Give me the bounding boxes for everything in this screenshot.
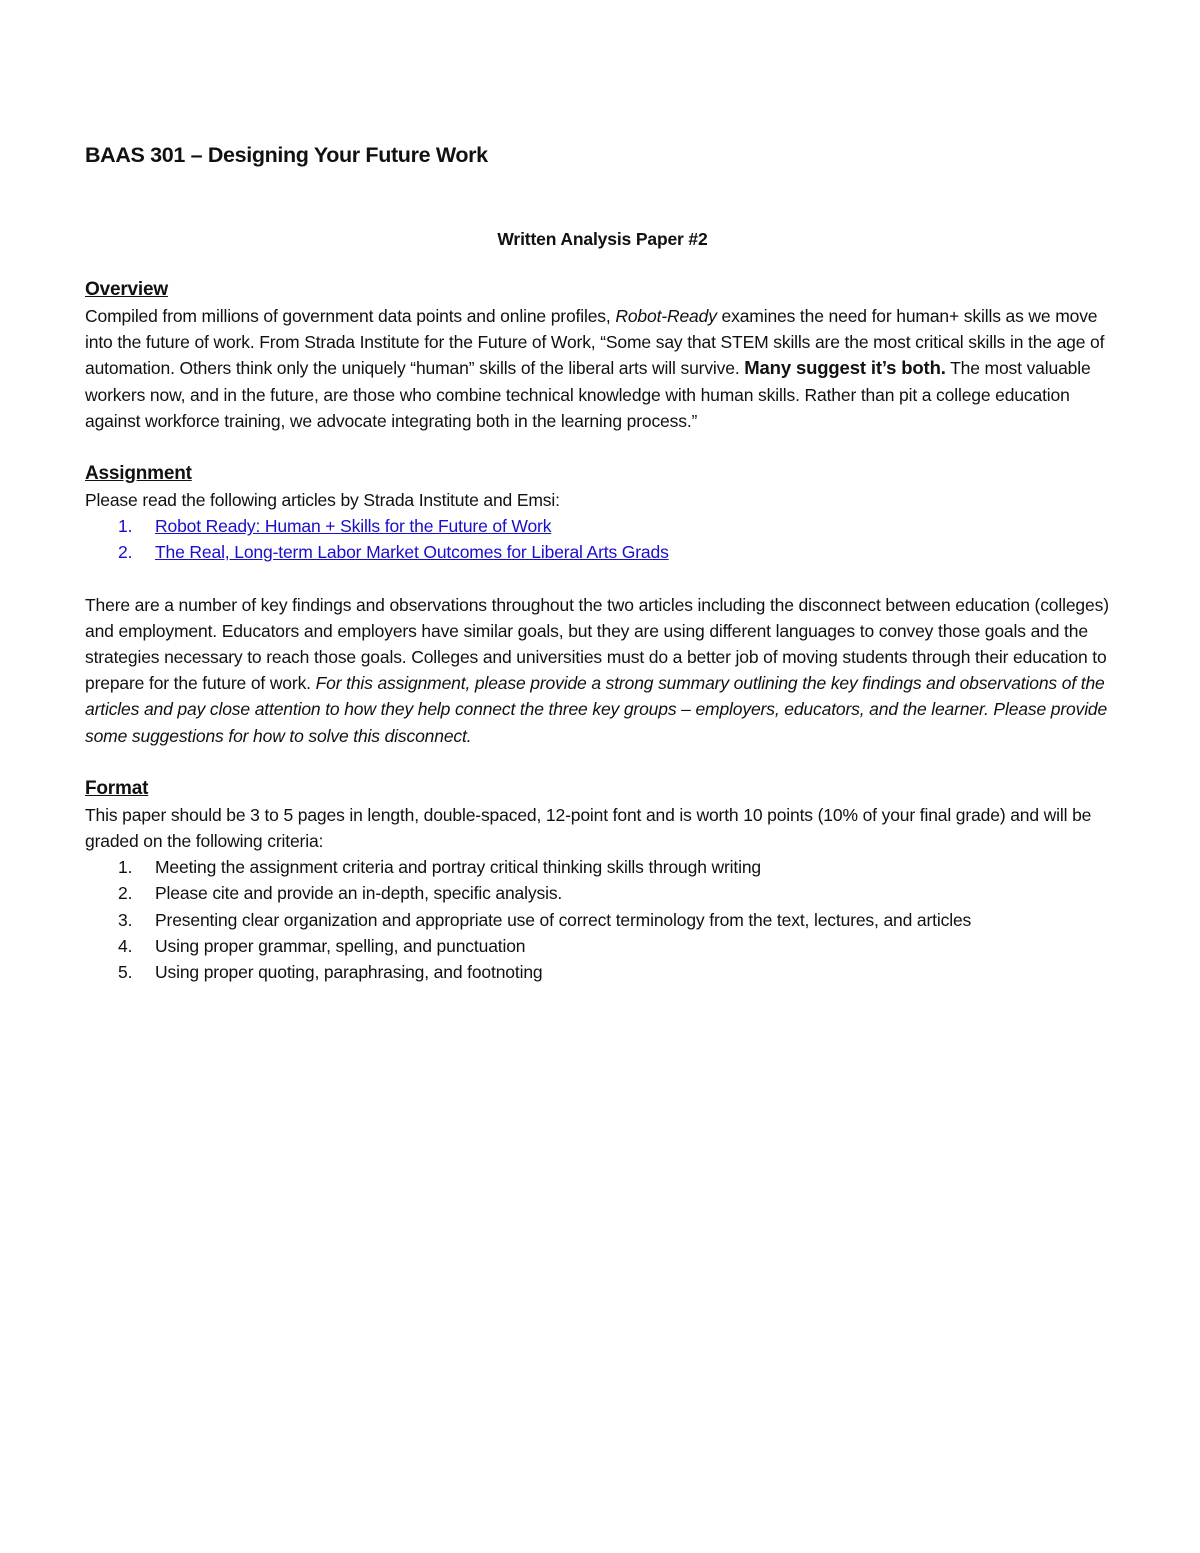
criteria-list: [85, 854, 1120, 985]
document-body: [85, 138, 1120, 985]
list-item: [85, 933, 1120, 959]
article-link-liberal-arts-grads[interactable]: The Real, Long-term Labor Market Outcomes for Liberal Arts Grads: [155, 542, 669, 563]
assignment-intro: Please read the following articles by Strada Institute and Emsi:: [85, 490, 560, 511]
overview-text-3: The most valuable workers now, and in the future, are those who combine technical knowledge with human skills. Rather than pit a college education against workforce training, we advocate integrating both in the learning process.”: [85, 358, 1091, 431]
criteria-text: Presenting clear organization and appropriate use of correct terminology from the text, lectures, and articles: [155, 909, 972, 930]
criteria-text: Please cite and provide an in-depth, specific analysis.: [155, 883, 563, 904]
overview-paragraph: [85, 303, 1120, 434]
findings-text: There are a number of key findings and observations throughout the two articles including the disconnect between education (colleges) and employment. Educators and employers have similar goals, but they are using different languages to convey those goals and the strategies necessary to reach those goals. Colleges and universities must do a better job of moving students through their education to prepare for the future of work.: [85, 594, 1109, 694]
list-number: 1.: [118, 516, 133, 537]
findings-instructions: For this assignment, please provide a strong summary outlining the key findings and observations of the articles and pay close attention to how they help connect the three key groups – employers, educators, and the learner. Please provide some suggestions for how to solve this disconnect.: [85, 673, 1108, 746]
list-number: 2.: [118, 542, 133, 563]
list-item: [85, 539, 1120, 565]
list-item: [85, 880, 1120, 906]
list-item: [85, 513, 1120, 539]
article-link-list: [85, 513, 1120, 565]
criteria-text: Using proper grammar, spelling, and punctuation: [155, 935, 526, 956]
criteria-text: Using proper quoting, paraphrasing, and footnoting: [155, 962, 543, 983]
article-link-robot-ready[interactable]: Robot Ready: Human + Skills for the Future of Work: [155, 516, 552, 537]
paper-title: Written Analysis Paper #2: [497, 229, 708, 249]
assignment-heading: Assignment: [85, 463, 192, 485]
list-item: [85, 907, 1120, 933]
list-number: 3.: [118, 909, 133, 930]
overview-text-2: examines the need for human+ skills as we move into the future of work. From Strada Institute for the Future of Work, “Some say that STEM skills are the most critical skills in the age of automation. Others think only the uniquely “human” skills of the liberal arts will survive.: [85, 306, 1105, 379]
overview-text-1: Compiled from millions of government data points and online profiles,: [85, 306, 616, 326]
list-item: [85, 854, 1120, 880]
overview-heading: Overview: [85, 279, 168, 300]
overview-italic-title: Robot-Ready: [615, 306, 717, 326]
format-heading: Format: [85, 777, 149, 799]
list-number: 5.: [118, 962, 133, 983]
list-number: 4.: [118, 935, 133, 956]
list-item: [85, 959, 1120, 985]
course-title: BAAS 301 – Designing Your Future Work: [85, 143, 488, 167]
criteria-text: Meeting the assignment criteria and portray critical thinking skills through writing: [155, 857, 762, 878]
format-intro: This paper should be 3 to 5 pages in length, double-spaced, 12-point font and is worth 10 points (10% of your final grade) and will be graded on the following criteria:: [85, 804, 1092, 852]
list-number: 1.: [118, 857, 133, 878]
findings-paragraph: [85, 592, 1120, 749]
list-number: 2.: [118, 883, 133, 904]
overview-bold-sentence: Many suggest it’s both.: [744, 357, 946, 379]
